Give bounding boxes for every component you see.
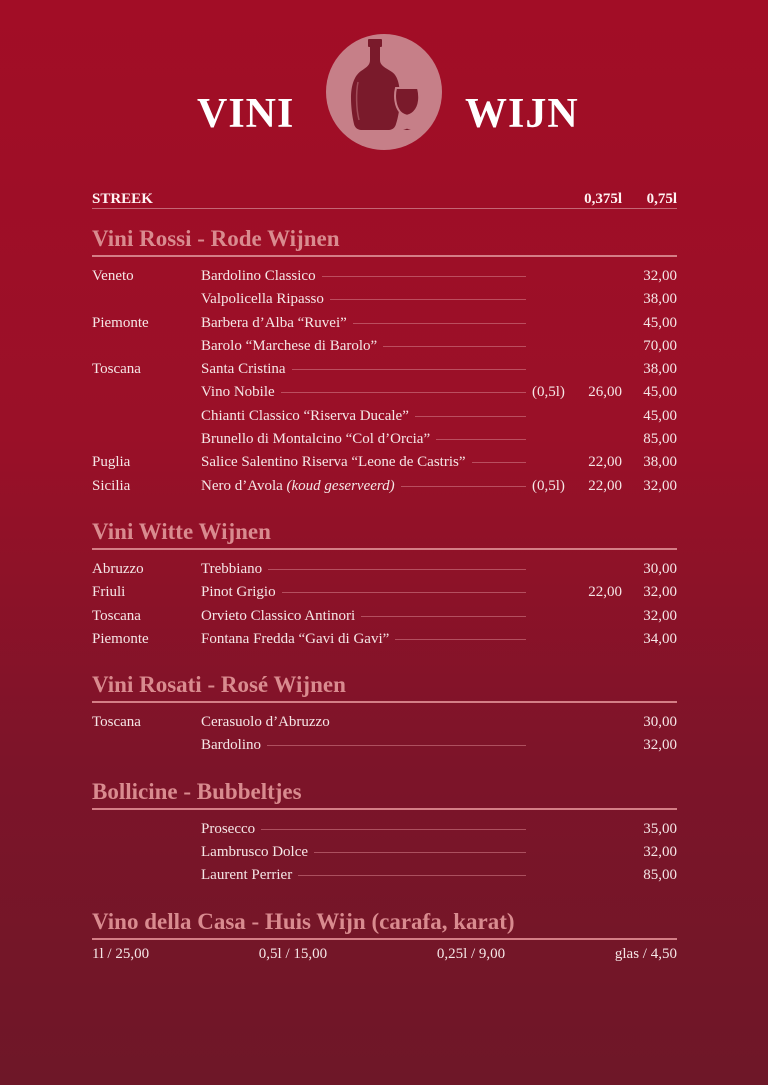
wine-name: [201, 428, 430, 451]
wine-name-text: Nero d’Avola: [201, 477, 283, 494]
wine-name-text: Salice Salentino Riserva “Leone de Castris”: [201, 454, 466, 471]
wine-name: [201, 451, 466, 474]
leader-line: [330, 299, 526, 300]
house-wine-price: 0,5l / 15,00: [258, 945, 328, 962]
wine-name: [201, 265, 316, 288]
price-large: 32,00: [643, 477, 677, 494]
wine-note-italic: (koud geserveerd): [286, 477, 395, 494]
wine-row: [92, 711, 677, 734]
price-large: 32,00: [643, 584, 677, 601]
price-large: 85,00: [643, 867, 677, 884]
wine-row: [92, 428, 677, 451]
wine-row: [92, 451, 677, 474]
section-heading: Bollicine - Bubbeltjes: [92, 778, 677, 810]
price-large: 35,00: [643, 820, 677, 837]
region-label: Piemonte: [92, 630, 149, 647]
wine-name: [201, 335, 377, 358]
wine-row: [92, 734, 677, 757]
wine-list: [92, 186, 677, 963]
leader-line: [353, 323, 526, 324]
house-wine-price: 0,25l / 9,00: [436, 945, 506, 962]
price-large: 45,00: [643, 384, 677, 401]
wine-name-text: Valpolicella Ripasso: [201, 291, 324, 308]
column-header-row: [92, 186, 677, 209]
wine-name-text: Brunello di Montalcino “Col d’Orcia”: [201, 431, 431, 448]
leader-line: [267, 745, 526, 746]
price-large: 30,00: [643, 714, 677, 731]
price-small: 22,00: [588, 584, 622, 601]
price-large: 70,00: [643, 337, 677, 354]
wine-name: [201, 381, 275, 404]
leader-line: [395, 639, 526, 640]
wine-name: [201, 312, 347, 335]
wine-row: [92, 581, 677, 604]
wine-name-text: Barolo “Marchese di Barolo”: [201, 337, 378, 354]
page-title-right: WIJN: [465, 91, 579, 137]
region-label: Toscana: [92, 714, 141, 731]
column-header-region: STREEK: [92, 191, 153, 207]
leader-line: [383, 346, 526, 347]
section-heading: Vini Rosati - Rosé Wijnen: [92, 671, 677, 703]
section-heading: Vini Witte Wijnen: [92, 518, 677, 550]
price-large: 38,00: [643, 454, 677, 471]
leader-line: [361, 616, 526, 617]
wine-row: [92, 605, 677, 628]
column-header-large: 0,75l: [646, 191, 677, 207]
wine-name-text: Bardolino Classico: [201, 268, 316, 284]
wine-row: [92, 841, 677, 864]
wine-name: [201, 841, 308, 864]
leader-line: [281, 392, 526, 393]
wine-row: [92, 288, 677, 311]
region-label: Sicilia: [92, 477, 131, 494]
wine-name: [201, 288, 324, 311]
leader-line: [298, 875, 526, 876]
wine-row: [92, 818, 677, 841]
price-large: 45,00: [643, 407, 677, 424]
leader-line: [268, 569, 526, 570]
wine-name: [201, 818, 255, 841]
wine-row: [92, 335, 677, 358]
wine-name-text: Trebbiano: [201, 560, 263, 577]
price-large: 32,00: [643, 844, 677, 861]
wine-row: [92, 475, 677, 498]
wine-row: [92, 405, 677, 428]
price-large: 45,00: [643, 314, 677, 331]
price-large: 38,00: [643, 291, 677, 308]
wine-row: [92, 628, 677, 651]
leader-line: [282, 592, 526, 593]
leader-line: [292, 369, 526, 370]
wine-name: [201, 864, 292, 887]
region-label: Veneto: [92, 268, 134, 284]
wine-row: [92, 558, 677, 581]
wine-name-text: Santa Cristina: [201, 361, 286, 378]
leader-line: [314, 852, 526, 853]
leader-line: [336, 722, 526, 723]
wine-name: [201, 734, 261, 757]
leader-line: [415, 416, 526, 417]
price-large: 30,00: [643, 560, 677, 577]
price-large: 85,00: [643, 431, 677, 448]
wine-row: [92, 864, 677, 887]
region-label: Piemonte: [92, 314, 149, 331]
section-heading: Vini Rossi - Rode Wijnen: [92, 225, 677, 257]
wine-name: [201, 711, 330, 734]
house-wine-price: glas / 4,50: [614, 945, 677, 962]
price-large: 32,00: [643, 268, 677, 284]
wine-name: [201, 628, 389, 651]
wine-name-text: Prosecco: [201, 820, 256, 837]
price-large: 32,00: [643, 607, 677, 624]
leader-line: [472, 462, 527, 463]
leader-line: [436, 439, 526, 440]
region-label: Puglia: [92, 454, 131, 471]
wine-name-text: Cerasuolo d’Abruzzo: [201, 714, 330, 731]
region-label: Toscana: [92, 607, 141, 624]
wine-name: [201, 605, 355, 628]
leader-line: [322, 276, 526, 277]
house-wine-prices: [92, 946, 677, 963]
price-large: 38,00: [643, 361, 677, 378]
wine-name: [201, 475, 395, 498]
wine-name: [201, 558, 262, 581]
wine-bottle-and-glass-icon: [326, 34, 442, 150]
wine-name-text: Vino Nobile: [201, 384, 275, 401]
wine-name-text: Bardolino: [201, 737, 261, 754]
price-large: 34,00: [643, 630, 677, 647]
page-title-left: VINI: [197, 91, 295, 137]
region-label: Friuli: [92, 584, 126, 601]
sections: [92, 225, 677, 963]
wine-name-text: Pinot Grigio: [201, 584, 276, 601]
wine-name-text: Laurent Perrier: [201, 867, 293, 884]
price-small: 26,00: [588, 384, 622, 401]
wine-name: [201, 358, 286, 381]
price-small: 22,00: [588, 454, 622, 471]
wine-name-text: Barbera d’Alba “Ruvei”: [201, 314, 347, 331]
house-wine-price: 1l / 25,00: [92, 945, 150, 962]
wine-name: [201, 405, 409, 428]
wine-name-text: Orvieto Classico Antinori: [201, 607, 356, 624]
volume-note: (0,5l): [532, 477, 565, 494]
price-small: 22,00: [588, 477, 622, 494]
column-header-small: 0,375l: [584, 191, 622, 207]
wine-name: [201, 581, 276, 604]
wine-row: [92, 265, 677, 288]
wine-row: [92, 358, 677, 381]
section-heading: Vino della Casa - Huis Wijn (carafa, karat): [92, 908, 677, 940]
wine-name-text: Chianti Classico “Riserva Ducale”: [201, 407, 409, 424]
wine-name-text: Fontana Fredda “Gavi di Gavi”: [201, 630, 390, 647]
leader-line: [261, 829, 526, 830]
region-label: Abruzzo: [92, 560, 144, 577]
price-large: 32,00: [643, 737, 677, 754]
wine-row: [92, 381, 677, 404]
wine-name-text: Lambrusco Dolce: [201, 844, 309, 861]
volume-note: (0,5l): [532, 384, 565, 401]
leader-line: [401, 486, 526, 487]
region-label: Toscana: [92, 361, 141, 378]
wine-row: [92, 312, 677, 335]
